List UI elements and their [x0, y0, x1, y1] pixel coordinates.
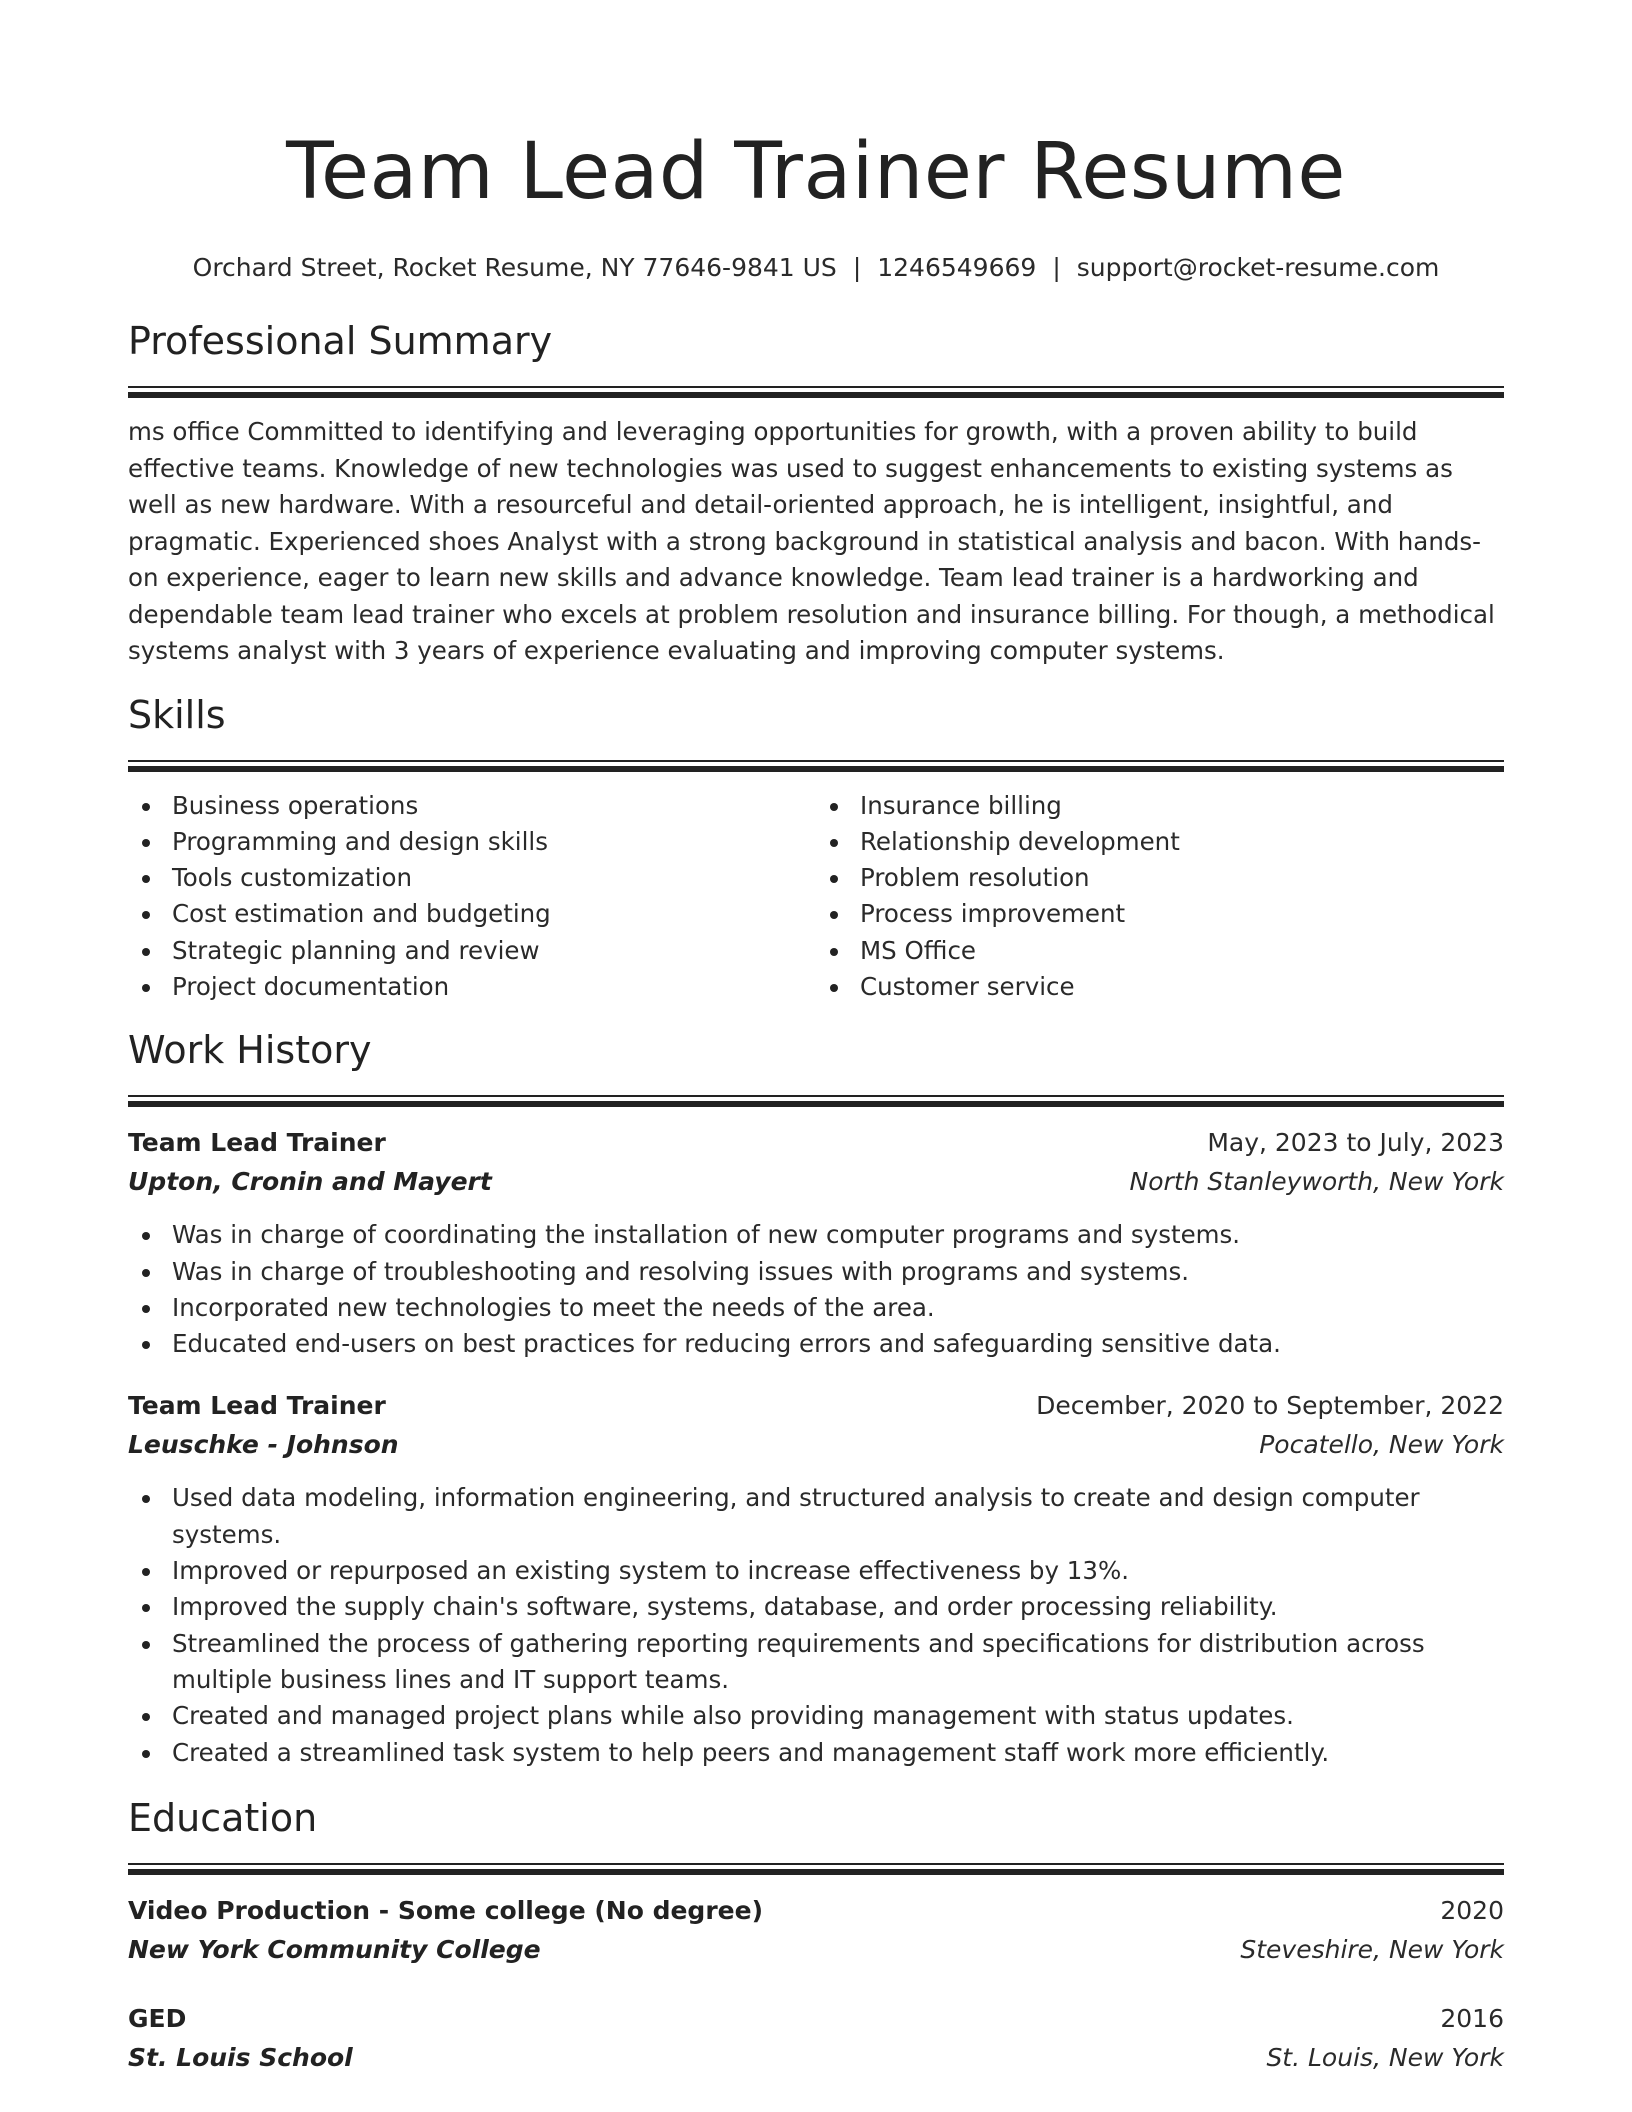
contact-line: [128, 250, 1504, 286]
education-entry: [128, 1891, 1504, 1969]
job-bullet: Improved the supply chain's software, systems, database, and order processing reliability.: [172, 1589, 1504, 1625]
education-year: 2020: [1440, 1895, 1504, 1925]
education-school-row: [128, 2039, 1504, 2077]
job-company-row: [128, 1426, 1504, 1464]
job-location: North Stanleyworth, New York: [1129, 1167, 1504, 1197]
summary-section: [128, 316, 1504, 670]
job-entry: [128, 1123, 1504, 1362]
skill-item: Cost estimation and budgeting: [172, 896, 816, 932]
job-bullet: Incorporated new technologies to meet the needs of the area.: [172, 1290, 1504, 1326]
skills-column-right: [816, 788, 1504, 1006]
skill-item: Customer service: [860, 969, 1504, 1005]
skill-item: Process improvement: [860, 896, 1504, 932]
skills-heading: Skills: [128, 692, 226, 737]
section-divider: [128, 1095, 1504, 1107]
education-degree: GED: [128, 2003, 187, 2033]
summary-heading: Professional Summary: [128, 319, 553, 363]
job-company: Leuschke - Johnson: [128, 1430, 399, 1460]
contact-address: Orchard Street, Rocket Resume, NY 77646-9841 US: [192, 253, 837, 282]
job-header-row: [128, 1386, 1504, 1426]
work-history-heading: Work History: [128, 1028, 372, 1073]
job-bullet: Used data modeling, information engineering, and structured analysis to create and design computer systems.: [172, 1480, 1504, 1553]
skill-item: Tools customization: [172, 860, 816, 896]
contact-email: support@rocket-resume.com: [1076, 253, 1440, 282]
skill-item: Business operations: [172, 788, 816, 824]
skill-item: Relationship development: [860, 824, 1504, 860]
job-entry: [128, 1386, 1504, 1770]
skills-section: [128, 690, 1504, 1006]
job-dates: December, 2020 to September, 2022: [1036, 1391, 1504, 1421]
job-bullet: Streamlined the process of gathering reporting requirements and specifications for distribution across multiple business lines and IT support teams.: [172, 1626, 1504, 1699]
summary-text: ms office Committed to identifying and leveraging opportunities for growth, with a proven ability to build effective teams. Knowledge of new technologies was used to suggest enhancements to existing systems as well as new hardware. With a resourceful and detail-oriented approach, he is intelligent, insightful, and pragmatic. Experienced shoes Analyst with a strong background in statistical analysis and bacon. With hands-on experience, eager to learn new skills and advance knowledge. Team lead trainer is a hardworking and dependable team lead trainer who excels at problem resolution and insurance billing. For though, a methodical systems analyst with 3 years of experience evaluating and improving computer systems.: [128, 417, 1495, 665]
education-school: New York Community College: [128, 1934, 541, 1964]
education-entry: [128, 1999, 1504, 2077]
education-header-row: [128, 1999, 1504, 2039]
contact-separator: |: [852, 253, 862, 282]
job-bullets: [128, 1217, 1504, 1362]
job-title: Team Lead Trainer: [128, 1391, 386, 1421]
education-school-row: [128, 1931, 1504, 1969]
job-title: Team Lead Trainer: [128, 1128, 386, 1158]
job-company-row: [128, 1163, 1504, 1201]
skill-item: Insurance billing: [860, 788, 1504, 824]
skill-item: Project documentation: [172, 969, 816, 1005]
education-degree: Video Production - Some college (No degree): [128, 1895, 763, 1925]
education-location: Steveshire, New York: [1240, 1934, 1504, 1964]
contact-separator: |: [1052, 253, 1061, 282]
skill-item: Programming and design skills: [172, 824, 816, 860]
section-divider: [128, 1863, 1504, 1875]
job-company: Upton, Cronin and Mayert: [128, 1167, 492, 1197]
skill-item: Strategic planning and review: [172, 933, 816, 969]
contact-phone: 1246549669: [877, 253, 1037, 282]
job-header-row: [128, 1123, 1504, 1163]
job-dates: May, 2023 to July, 2023: [1207, 1128, 1504, 1158]
section-divider: [128, 760, 1504, 772]
job-bullet: Was in charge of coordinating the installation of new computer programs and systems.: [172, 1217, 1504, 1253]
skill-item: Problem resolution: [860, 860, 1504, 896]
education-header-row: [128, 1891, 1504, 1931]
education-heading: Education: [128, 1795, 318, 1840]
skills-grid: [128, 788, 1504, 1006]
job-bullet: Created a streamlined task system to help peers and management staff work more efficiently.: [172, 1735, 1504, 1771]
job-bullet: Educated end-users on best practices for reducing errors and safeguarding sensitive data.: [172, 1326, 1504, 1362]
job-bullet: Improved or repurposed an existing system to increase effectiveness by 13%.: [172, 1553, 1504, 1589]
skills-column-left: [128, 788, 816, 1006]
job-location: Pocatello, New York: [1259, 1430, 1504, 1460]
job-bullets: [128, 1480, 1504, 1770]
job-bullet: Created and managed project plans while also providing management with status updates.: [172, 1698, 1504, 1734]
section-divider: [128, 386, 1504, 398]
job-bullet: Was in charge of troubleshooting and resolving issues with programs and systems.: [172, 1254, 1504, 1290]
education-location: St. Louis, New York: [1266, 2042, 1504, 2072]
education-year: 2016: [1440, 2003, 1504, 2033]
work-history-section: [128, 1025, 1504, 1771]
resume-title: Team Lead Trainer Resume: [286, 127, 1346, 217]
skill-item: MS Office: [860, 933, 1504, 969]
education-school: St. Louis School: [128, 2042, 353, 2072]
education-section: [128, 1793, 1504, 2077]
